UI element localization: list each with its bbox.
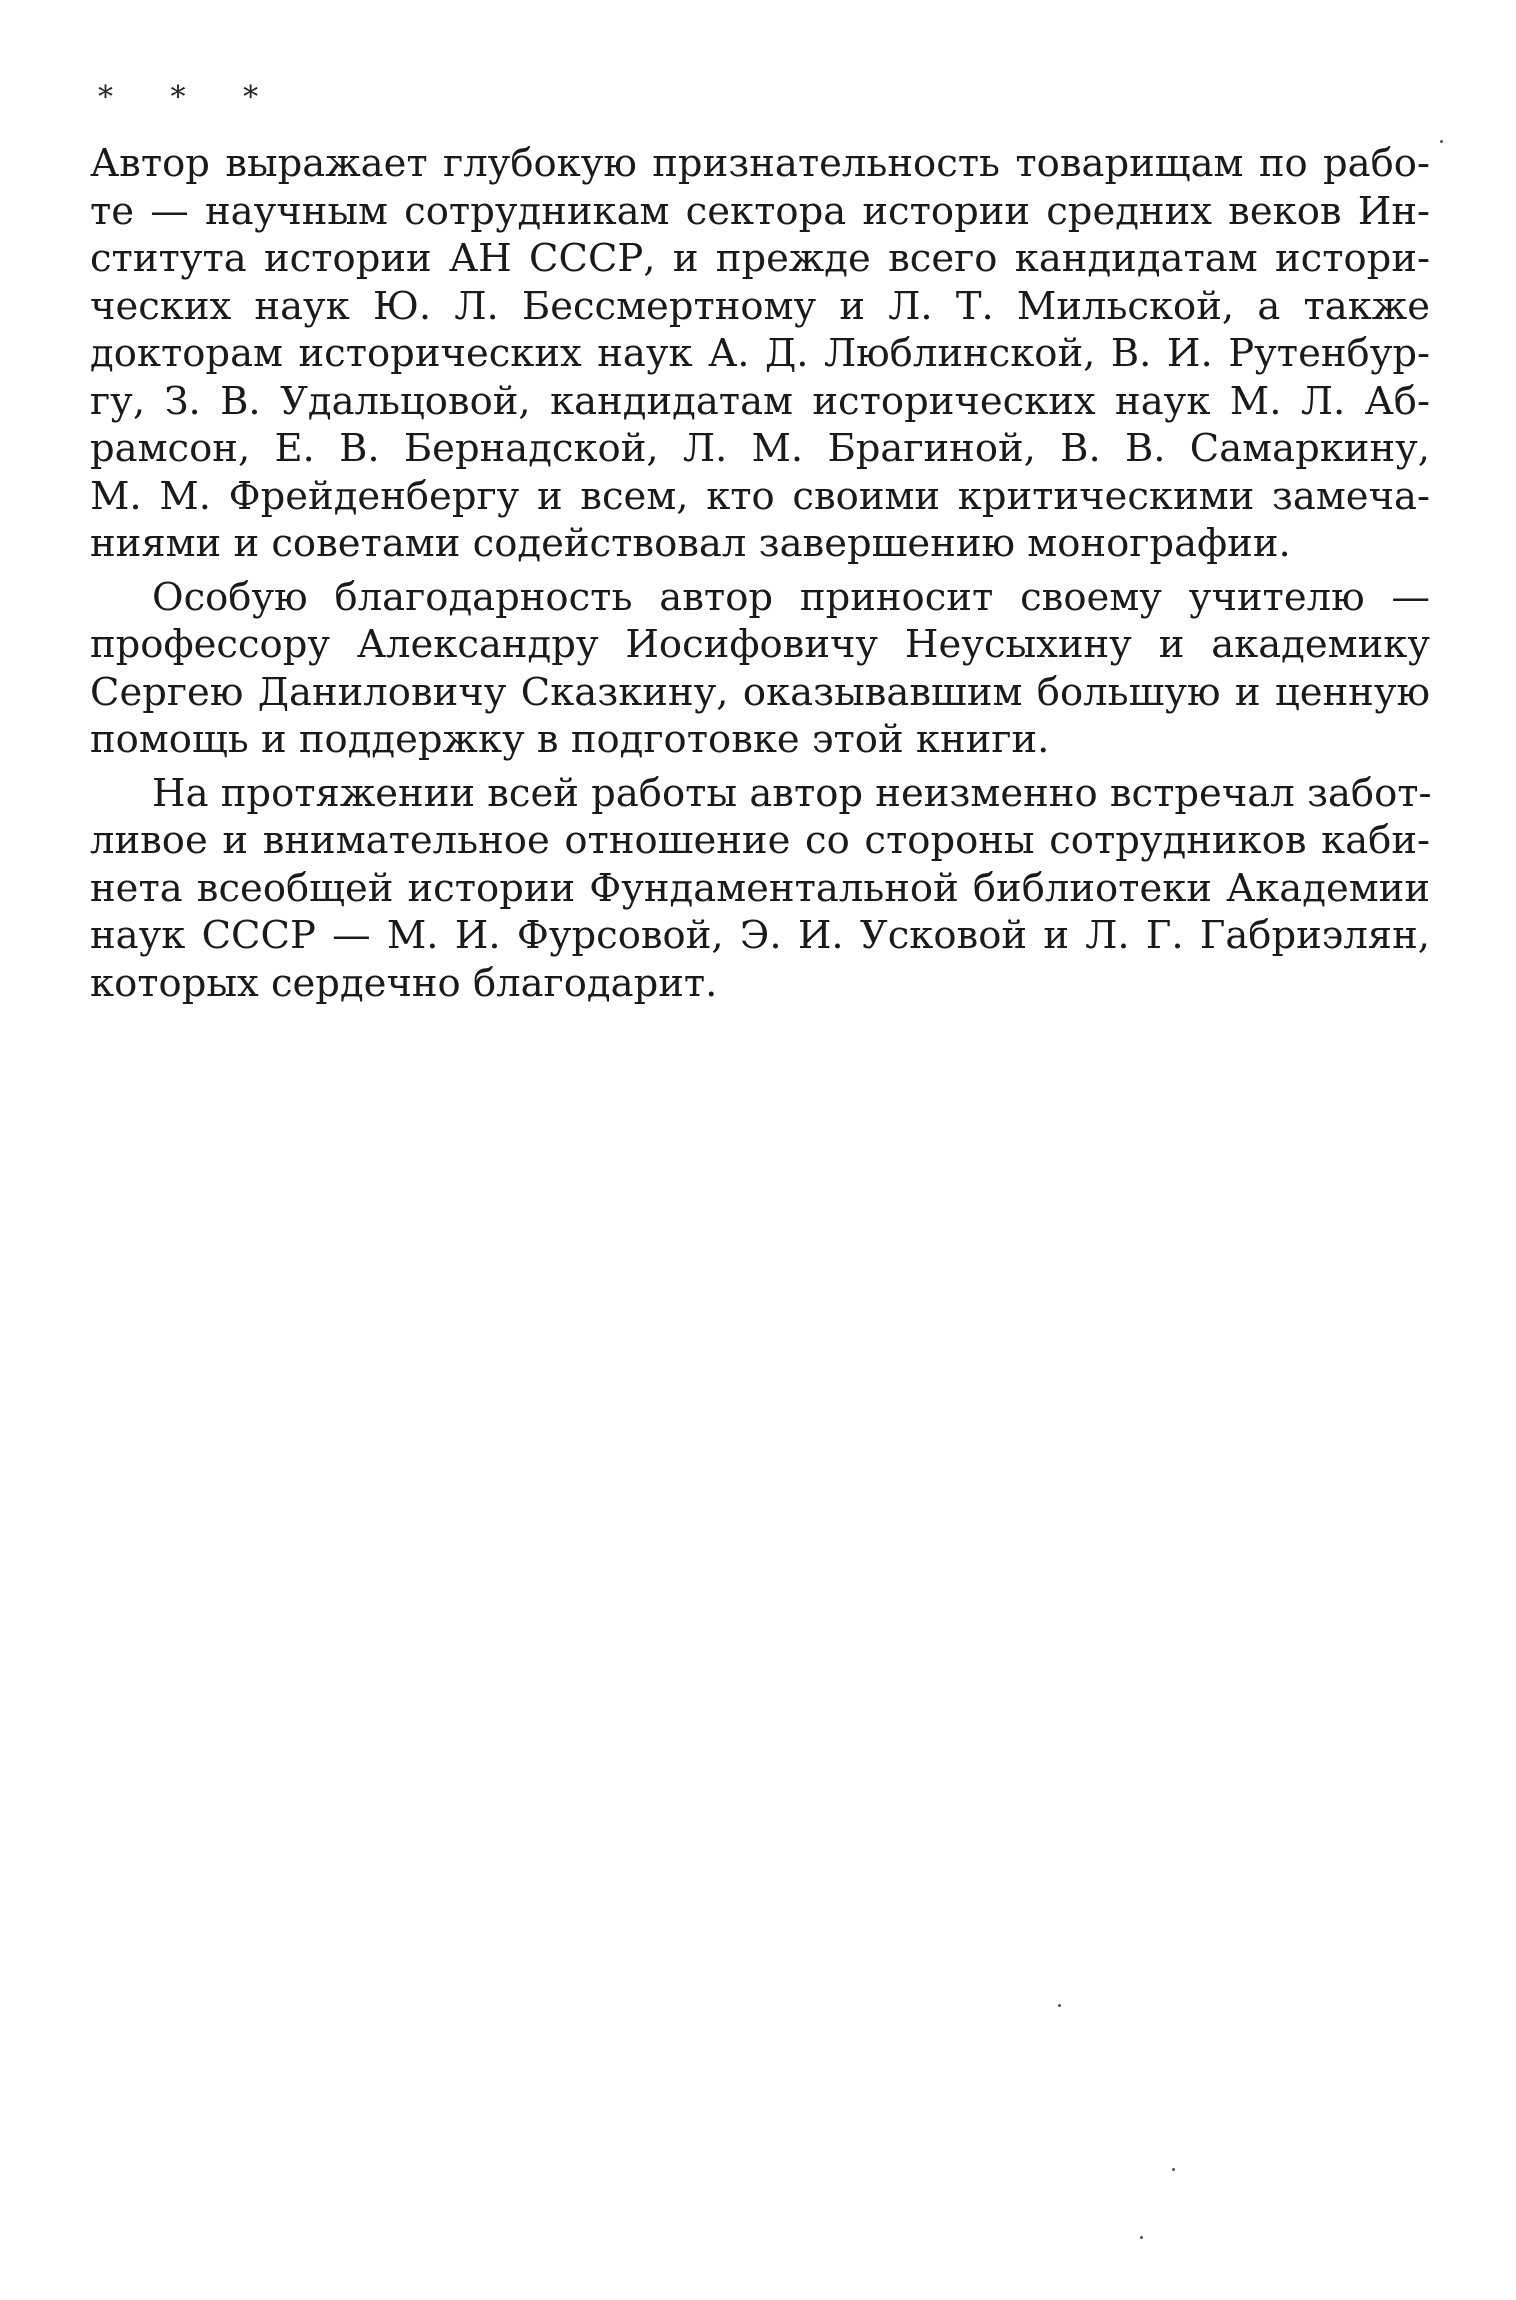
scan-speck	[1440, 140, 1443, 143]
text-line: которых сердечно благодарит.	[90, 960, 718, 1006]
text-line: ниями и советами содействовал завершению монографии.	[90, 521, 1291, 566]
text-line: гу, З. В. Удальцовой, кандидатам исторических наук М. Л. Аб-	[90, 378, 1430, 424]
text-line: профессору Александру Иосифовичу Неусыхину и академику	[90, 622, 1430, 667]
text-line: ливое и внимательное отношение со стороны сотрудников каби-	[90, 818, 1430, 863]
text-line: рамсон, Е. В. Бернадской, Л. М. Брагиной, В. В. Самаркину,	[90, 426, 1430, 471]
text-line: те — научным сотрудникам сектора истории средних веков Ин-	[90, 188, 1430, 234]
text-line: На протяжении всей работы автор неизменно встречал забот-	[152, 770, 1432, 816]
paragraph-3	[90, 770, 1430, 1008]
acknowledgements-text	[90, 140, 1430, 1013]
text-line: ститута истории АН СССР, и прежде всего кандидатам истори-	[90, 236, 1430, 281]
text-line: М. М. Фрейденбергу и всем, кто своими критическими замеча-	[90, 473, 1430, 519]
text-line: наук СССР — М. И. Фурсовой, Э. И. Усковой и Л. Г. Габриэлян,	[90, 913, 1430, 958]
text-line: докторам исторических наук А. Д. Люблинской, В. И. Рутенбур-	[90, 331, 1430, 376]
text-line: ческих наук Ю. Л. Бессмертному и Л. Т. Мильской, а также	[90, 283, 1430, 329]
text-line: Особую благодарность автор приносит своему учителю —	[152, 574, 1430, 620]
text-line: нета всеобщей истории Фундаментальной библиотеки Академии	[90, 865, 1430, 911]
paragraph-1	[90, 140, 1430, 568]
scan-speck	[1140, 2236, 1143, 2239]
text-line: помощь и поддержку в подготовке этой книги.	[90, 717, 1050, 762]
paragraph-2	[90, 574, 1430, 764]
text-line: Автор выражает глубокую признательность товарищам по рабо-	[90, 141, 1430, 186]
scan-speck	[1058, 2004, 1061, 2007]
text-line: Сергею Даниловичу Сказкину, оказывавшим большую и ценную	[90, 669, 1430, 715]
scan-speck	[1172, 2168, 1175, 2171]
section-separator: * * *	[98, 80, 283, 115]
